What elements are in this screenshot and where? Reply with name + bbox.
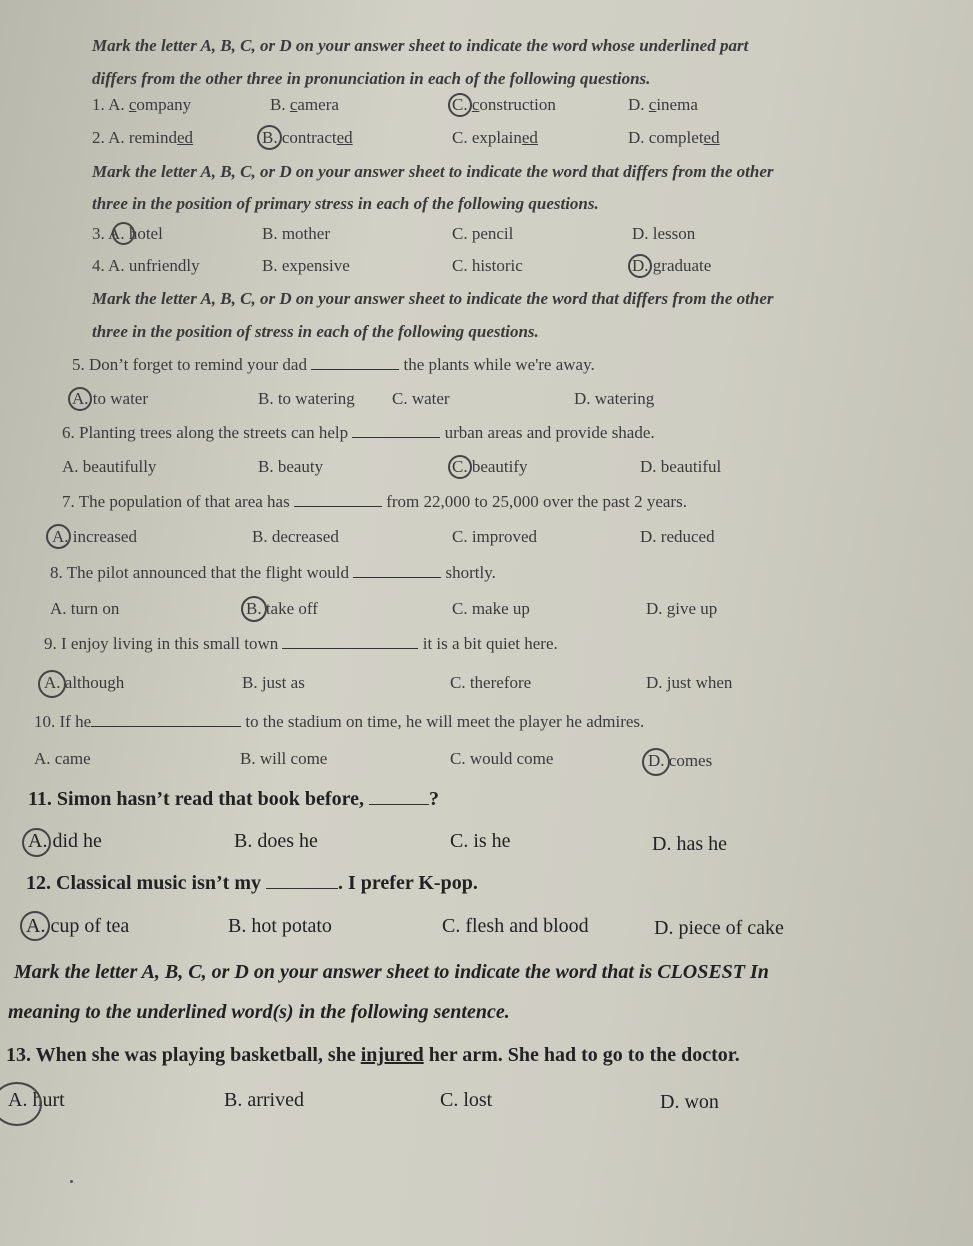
q11-option-c: C. is he bbox=[450, 830, 511, 852]
q11-option-b: B. does he bbox=[234, 830, 318, 852]
pencil-mark bbox=[70, 1180, 73, 1183]
q13-option-a: A. hurt bbox=[8, 1089, 65, 1111]
q4-option-b: B. expensive bbox=[262, 256, 350, 275]
q12-option-d: D. piece of cake bbox=[654, 917, 784, 939]
q6-blank bbox=[352, 423, 440, 438]
q2-option-b: B. contracted bbox=[262, 128, 353, 147]
q4-option-c: C. historic bbox=[452, 256, 523, 275]
q12-option-c: C. flesh and blood bbox=[442, 915, 589, 937]
q3-option-d: D. lesson bbox=[632, 224, 696, 243]
q6-stem: 6. Planting trees along the streets can help urban areas and provide shade. bbox=[62, 423, 655, 442]
q7-option-c: C. improved bbox=[452, 527, 537, 546]
q13-underlined-word: injured bbox=[360, 1044, 424, 1066]
q9-option-c: C. therefore bbox=[450, 673, 532, 692]
q8-stem: 8. The pilot announced that the flight would shortly. bbox=[50, 563, 496, 582]
q5-option-b: B. to watering bbox=[258, 389, 355, 408]
q3-option-c: C. pencil bbox=[452, 224, 514, 243]
q9-option-b: B. just as bbox=[242, 673, 305, 692]
q9-blank bbox=[282, 634, 418, 649]
instruction-stress-line2: three in the position of stress in each of the following questions. bbox=[92, 322, 539, 341]
q2-option-d: D. completed bbox=[628, 128, 720, 147]
q7-option-d: D. reduced bbox=[640, 527, 715, 546]
q4-option-d: D. graduate bbox=[632, 256, 712, 275]
q2-option-a: 2. A. reminded bbox=[92, 128, 194, 147]
q13-option-d: D. won bbox=[660, 1091, 719, 1113]
q8-option-d: D. give up bbox=[646, 599, 718, 618]
instruction-closest-line1: Mark the letter A, B, C, or D on your answer sheet to indicate the word that is CLOSEST In bbox=[14, 961, 769, 983]
q7-stem: 7. The population of that area has from 22,000 to 25,000 over the past 2 years. bbox=[62, 492, 687, 511]
q4-option-a: 4. A. unfriendly bbox=[92, 256, 200, 275]
instruction-closest-line2: meaning to the underlined word(s) in the following sentence. bbox=[8, 1001, 510, 1023]
q8-option-c: C. make up bbox=[452, 599, 530, 618]
q13-stem: 13. When she was playing basketball, she injured her arm. She had to go to the doctor. bbox=[6, 1044, 740, 1066]
q11-option-a: A. did he bbox=[28, 830, 102, 852]
q12-blank bbox=[266, 874, 338, 889]
q10-option-d: D. comes bbox=[648, 751, 713, 770]
q9-option-d: D. just when bbox=[646, 673, 733, 692]
q10-option-a: A. came bbox=[34, 749, 91, 768]
q11-stem: 11. Simon hasn’t read that book before, ? bbox=[28, 788, 439, 810]
q13-option-c: C. lost bbox=[440, 1089, 493, 1111]
q6-option-c: C. beautify bbox=[452, 457, 528, 476]
q1-option-b: B. camera bbox=[270, 95, 339, 114]
q5-option-c: C. water bbox=[392, 389, 450, 408]
q5-option-a: A. to water bbox=[72, 389, 149, 408]
q1-option-c: C. construction bbox=[452, 95, 556, 114]
q8-option-a: A. turn on bbox=[50, 599, 120, 618]
q7-option-b: B. decreased bbox=[252, 527, 339, 546]
q3-option-a: 3. A. hotel bbox=[92, 224, 163, 243]
q1-option-a: 1. A. company bbox=[92, 95, 192, 114]
q5-blank bbox=[311, 355, 399, 370]
q9-option-a: A. although bbox=[44, 673, 125, 692]
q5-stem: 5. Don’t forget to remind your dad the plants while we're away. bbox=[72, 355, 595, 374]
q10-option-c: C. would come bbox=[450, 749, 554, 768]
q12-stem: 12. Classical music isn’t my . I prefer K-pop. bbox=[26, 872, 478, 894]
instruction-pronunciation-line1: Mark the letter A, B, C, or D on your answer sheet to indicate the word whose underlined part bbox=[92, 36, 749, 55]
instruction-primary-stress-line1: Mark the letter A, B, C, or D on your answer sheet to indicate the word that differs from the other bbox=[92, 162, 774, 181]
instruction-pronunciation-line2: differs from the other three in pronunciation in each of the following questions. bbox=[92, 69, 651, 88]
q9-stem: 9. I enjoy living in this small town it is a bit quiet here. bbox=[44, 634, 558, 653]
q5-option-d: D. watering bbox=[574, 389, 655, 408]
q11-blank bbox=[369, 790, 429, 805]
q6-option-b: B. beauty bbox=[258, 457, 324, 476]
q10-stem: 10. If he to the stadium on time, he will meet the player he admires. bbox=[34, 712, 645, 731]
q6-option-d: D. beautiful bbox=[640, 457, 722, 476]
q3-option-b: B. mother bbox=[262, 224, 330, 243]
q1-option-d: D. cinema bbox=[628, 95, 698, 114]
instruction-stress-line1: Mark the letter A, B, C, or D on your answer sheet to indicate the word that differs from the other bbox=[92, 289, 774, 308]
q12-option-a: A. cup of tea bbox=[26, 915, 130, 937]
q10-option-b: B. will come bbox=[240, 749, 328, 768]
q8-blank bbox=[353, 563, 441, 578]
q10-blank bbox=[91, 712, 241, 727]
instruction-primary-stress-line2: three in the position of primary stress in each of the following questions. bbox=[92, 194, 599, 213]
q12-option-b: B. hot potato bbox=[228, 915, 332, 937]
q13-option-b: B. arrived bbox=[224, 1089, 304, 1111]
q7-blank bbox=[294, 492, 382, 507]
q2-option-c: C. explained bbox=[452, 128, 538, 147]
q7-option-a: A. increased bbox=[52, 527, 137, 546]
q11-option-d: D. has he bbox=[652, 833, 727, 855]
q6-option-a: A. beautifully bbox=[62, 457, 157, 476]
q8-option-b: B. take off bbox=[246, 599, 318, 618]
